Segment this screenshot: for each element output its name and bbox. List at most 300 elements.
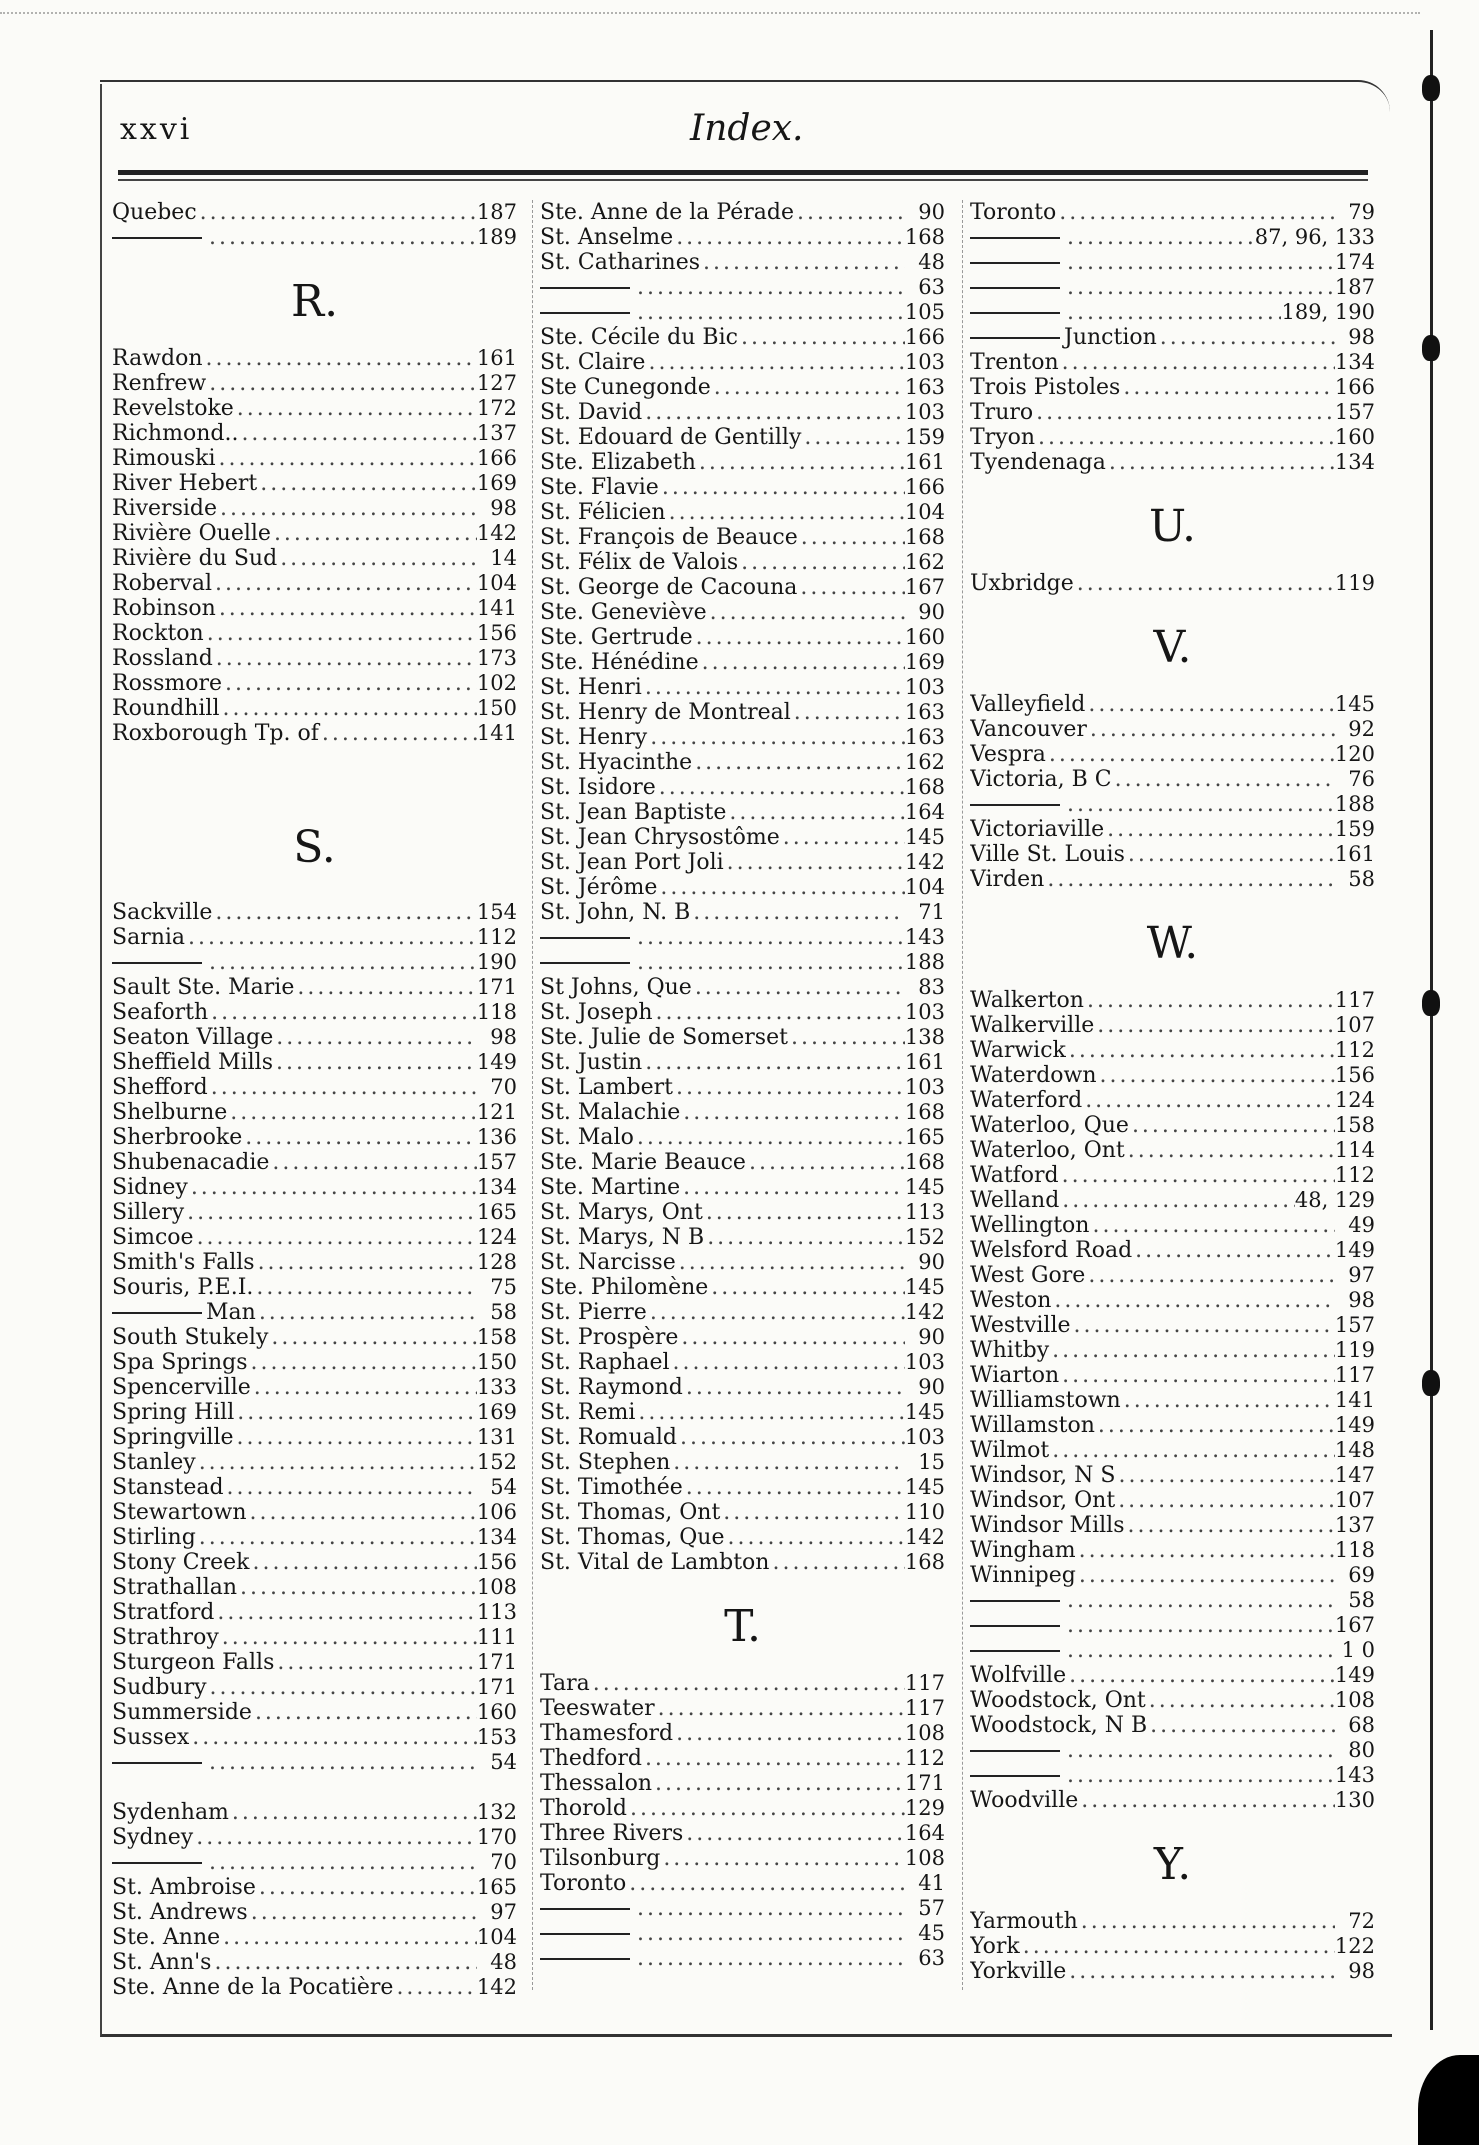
index-entry (540, 1746, 945, 1771)
page-ref: 168 (904, 1150, 945, 1174)
page-ref: 63 (918, 275, 945, 299)
entry-text: Woodstock, Ont (970, 1688, 1146, 1713)
leader-dots (196, 1525, 477, 1550)
entry-name (540, 550, 738, 575)
entry-name (112, 1350, 248, 1375)
ditto-dash (970, 262, 1060, 264)
entry-text: Strathroy (112, 1625, 219, 1650)
entry-name (970, 1388, 1121, 1413)
index-entry (112, 1200, 517, 1225)
index-entry (970, 1738, 1375, 1763)
entry-text: Stratford (112, 1600, 215, 1625)
leader-dots (257, 471, 477, 496)
leader-dots (652, 1771, 905, 1796)
page-ref: 163 (904, 725, 945, 749)
page-ref: 134 (476, 1175, 517, 1199)
entry-name (112, 1600, 214, 1625)
leader-dots (193, 1825, 477, 1850)
page-ref: 103 (904, 675, 945, 699)
entry-text: Riverside (112, 496, 217, 521)
index-entry (970, 1438, 1375, 1463)
entry-name (540, 800, 726, 825)
page-ref: 166 (904, 325, 945, 349)
index-entry (540, 1400, 945, 1425)
leader-dots (680, 1100, 905, 1125)
entry-text: Tilsonburg (540, 1846, 661, 1871)
leader-dots (189, 1725, 477, 1750)
leader-dots (268, 1325, 477, 1350)
entry-text: Sackville (112, 900, 213, 925)
entry-name (970, 1613, 1064, 1638)
index-entry (540, 1921, 945, 1946)
entry-name (112, 1725, 189, 1750)
index-entry (112, 396, 517, 421)
index-entry (112, 346, 517, 371)
entry-text: Junction (1064, 325, 1157, 350)
entry-text: Wellington (970, 1213, 1090, 1238)
page-ref: 98 (1348, 325, 1375, 349)
page-ref: 45 (918, 1921, 945, 1945)
entry-text: Rivière Ouelle (112, 521, 271, 546)
entry-name (970, 1238, 1132, 1263)
page-ref: 163 (904, 375, 945, 399)
entry-name (112, 1225, 194, 1250)
index-entry (970, 1213, 1375, 1238)
page-ref: 71 (918, 900, 945, 924)
index-entry (540, 750, 945, 775)
page-ref: 161 (476, 346, 517, 370)
leader-dots (1095, 1413, 1335, 1438)
ditto-dash (970, 1750, 1060, 1752)
leader-dots (1064, 1638, 1335, 1663)
leader-dots (635, 1400, 905, 1425)
leader-dots (1035, 425, 1335, 450)
entry-name (540, 225, 673, 250)
page-ref: 87, 96, 133 (1254, 225, 1375, 249)
entry-name (970, 988, 1084, 1013)
entry-name (540, 275, 634, 300)
leader-dots (660, 1846, 905, 1871)
index-entry (112, 471, 517, 496)
index-entry (970, 1113, 1375, 1138)
page-ref: 98 (490, 496, 517, 520)
leader-dots (208, 1075, 477, 1100)
page-ref: 145 (904, 1275, 945, 1299)
leader-dots (1066, 1959, 1335, 1984)
leader-dots (206, 1750, 477, 1775)
entry-name (540, 1175, 680, 1200)
page-ref: 147 (1334, 1463, 1375, 1487)
page-ref: 76 (1348, 767, 1375, 791)
page-ref: 120 (1334, 742, 1375, 766)
entry-name (970, 325, 1157, 350)
entry-name (540, 250, 700, 275)
entry-name (970, 400, 1033, 425)
page-ref: 48 (918, 250, 945, 274)
leader-dots (1106, 450, 1335, 475)
leader-dots (253, 1275, 477, 1300)
entry-text: Woodstock, N B (970, 1713, 1148, 1738)
index-entry (112, 646, 517, 671)
index-entry (112, 546, 517, 571)
entry-name (540, 1696, 655, 1721)
index-entry (540, 1671, 945, 1696)
entry-name (540, 700, 791, 725)
page-ref: 152 (476, 1450, 517, 1474)
index-entry (540, 1025, 945, 1050)
column-divider (532, 200, 533, 1990)
entry-name (540, 1771, 652, 1796)
index-entry (540, 1000, 945, 1025)
page-ref: 167 (1334, 1613, 1375, 1637)
index-entry (970, 1513, 1375, 1538)
entry-text: Vancouver (970, 717, 1087, 742)
leader-dots (1059, 1188, 1295, 1213)
index-entry (112, 496, 517, 521)
page-ref: 41 (918, 1871, 945, 1895)
entry-name (540, 1075, 673, 1100)
index-entry (540, 1375, 945, 1400)
index-column-1 (112, 200, 517, 2000)
section-letter: S. (293, 822, 336, 873)
column-divider (962, 200, 963, 1990)
page-ref: 190 (476, 950, 517, 974)
index-entry (540, 1475, 945, 1500)
leader-dots (273, 1025, 477, 1050)
entry-text: St. Claire (540, 350, 646, 375)
leader-dots (1059, 1363, 1335, 1388)
entry-text: St. Romuald (540, 1425, 677, 1450)
entry-name (540, 850, 724, 875)
leader-dots (634, 1896, 905, 1921)
index-entry (112, 1825, 517, 1850)
entry-name (540, 1946, 634, 1971)
page-ref: 137 (1334, 1513, 1375, 1537)
page-ref: 129 (904, 1796, 945, 1820)
entry-text: Rawdon (112, 346, 203, 371)
entry-name (112, 521, 271, 546)
leader-dots (627, 1796, 905, 1821)
page-ref: 157 (1334, 400, 1375, 424)
page-ref: 108 (476, 1575, 517, 1599)
index-entry (112, 1975, 517, 2000)
page-ref: 149 (1334, 1663, 1375, 1687)
binding-margin-line (1430, 30, 1433, 2030)
entry-text: Sarnia (112, 925, 186, 950)
entry-text: Woodville (970, 1788, 1079, 1813)
leader-dots (206, 1850, 477, 1875)
leader-dots (738, 325, 905, 350)
entry-text: St. George de Cacouna (540, 575, 798, 600)
entry-name (970, 1313, 1071, 1338)
page-ref: 134 (1334, 450, 1375, 474)
entry-name (540, 1125, 634, 1150)
entry-name (112, 1325, 268, 1350)
entry-name (540, 300, 634, 325)
entry-name (540, 1200, 703, 1225)
entry-text: Westville (970, 1313, 1071, 1338)
entry-text: St. Raymond (540, 1375, 683, 1400)
leader-dots (724, 1525, 904, 1550)
leader-dots (683, 1821, 905, 1846)
page-ref: 102 (476, 671, 517, 695)
index-entry (970, 1063, 1375, 1088)
entry-text: St. Lambert (540, 1075, 673, 1100)
index-entry (970, 1388, 1375, 1413)
entry-name (112, 496, 217, 521)
page-ref: 134 (1334, 350, 1375, 374)
index-entry (112, 446, 517, 471)
entry-name (112, 1950, 211, 1975)
entry-name (970, 742, 1046, 767)
leader-dots (1066, 1663, 1335, 1688)
index-entry (540, 1075, 945, 1100)
entry-text: St. Edouard de Gentilly (540, 425, 802, 450)
entry-name (540, 775, 656, 800)
index-entry (112, 1000, 517, 1025)
index-entry (970, 571, 1375, 596)
page-ref: 160 (904, 625, 945, 649)
page-ref: 1 0 (1341, 1638, 1375, 1662)
leader-dots (249, 1550, 476, 1575)
index-entry (540, 1871, 945, 1896)
leader-dots (645, 350, 904, 375)
entry-name (112, 1875, 256, 1900)
leader-dots (1078, 1909, 1335, 1934)
leader-dots (252, 1700, 477, 1725)
index-entry (112, 1325, 517, 1350)
entry-name (540, 1250, 676, 1275)
page-ref: 119 (1334, 571, 1375, 595)
page-ref: 69 (1348, 1563, 1375, 1587)
entry-text: Ste. Cécile du Bic (540, 325, 738, 350)
page-ref: 90 (918, 200, 945, 224)
entry-text: Williamstown (970, 1388, 1121, 1413)
entry-name (112, 1475, 224, 1500)
index-entry (970, 1788, 1375, 1813)
index-entry (112, 1025, 517, 1050)
entry-text: St. Malachie (540, 1100, 681, 1125)
index-entry (112, 1875, 517, 1900)
index-entry (540, 775, 945, 800)
leader-dots (711, 375, 905, 400)
leader-dots (1064, 1613, 1335, 1638)
entry-name (970, 1338, 1049, 1363)
page-ref: 97 (490, 1900, 517, 1924)
page-ref: 156 (476, 621, 517, 645)
entry-text: Quebec (112, 200, 197, 225)
entry-text: Tryon (970, 425, 1036, 450)
entry-text: Ste. Flavie (540, 475, 659, 500)
index-entry (970, 1638, 1375, 1663)
page-ref: 104 (904, 500, 945, 524)
ditto-dash (970, 804, 1060, 806)
entry-text: Winnipeg (970, 1563, 1076, 1588)
entry-text: Springville (112, 1425, 234, 1450)
ditto-dash (970, 237, 1060, 239)
page-ref: 118 (476, 1000, 517, 1024)
index-entry (540, 725, 945, 750)
entry-text: Thedford (540, 1746, 642, 1771)
ditto-dash (540, 1958, 630, 1960)
page-ref: 168 (904, 1100, 945, 1124)
leader-dots (634, 300, 905, 325)
index-entry (970, 1488, 1375, 1513)
leader-dots (726, 800, 904, 825)
leader-dots (692, 975, 905, 1000)
index-entry (112, 1150, 517, 1175)
leader-dots (677, 1425, 905, 1450)
index-entry (970, 250, 1375, 275)
entry-name (540, 1846, 660, 1871)
entry-text: Vespra (970, 742, 1046, 767)
page-ref: 145 (1334, 692, 1375, 716)
entry-name (112, 1275, 253, 1300)
page-ref: 124 (476, 1225, 517, 1249)
index-entry (970, 225, 1375, 250)
entry-text: Spa Springs (112, 1350, 248, 1375)
page-ref: 97 (1348, 1263, 1375, 1287)
leader-dots (798, 525, 905, 550)
leader-dots (634, 275, 905, 300)
index-entry (540, 875, 945, 900)
page-ref: 168 (904, 1550, 945, 1574)
entry-name (970, 450, 1106, 475)
index-entry (540, 300, 945, 325)
entry-name (112, 1075, 208, 1100)
page-ref: 117 (1334, 1363, 1375, 1387)
index-entry (540, 1275, 945, 1300)
page-ref: 168 (904, 525, 945, 549)
index-entry (112, 1600, 517, 1625)
leader-dots (1124, 1513, 1334, 1538)
index-entry (540, 450, 945, 475)
entry-name (970, 1763, 1064, 1788)
page-ref: 150 (476, 1350, 517, 1374)
entry-text: Ste. Marie Beauce (540, 1150, 746, 1175)
index-entry (970, 1909, 1375, 1934)
index-entry (540, 825, 945, 850)
leader-dots (227, 1100, 477, 1125)
leader-dots (642, 675, 905, 700)
entry-name (540, 450, 696, 475)
entry-text: Windsor, N S (970, 1463, 1116, 1488)
leader-dots (634, 1921, 905, 1946)
entry-name (112, 1625, 219, 1650)
leader-dots (659, 475, 905, 500)
leader-dots (219, 1625, 477, 1650)
entry-name (112, 1000, 208, 1025)
leader-dots (738, 550, 905, 575)
entry-text: West Gore (970, 1263, 1086, 1288)
page-ref: 118 (1334, 1538, 1375, 1562)
page-ref: 130 (1334, 1788, 1375, 1812)
leader-dots (251, 1375, 477, 1400)
leader-dots (1132, 1238, 1335, 1263)
entry-text: St. David (540, 400, 643, 425)
page-ref: 142 (476, 1975, 517, 1999)
index-entry (970, 1763, 1375, 1788)
page-ref: 104 (476, 571, 517, 595)
leader-dots (642, 1746, 905, 1771)
index-entry (540, 1821, 945, 1846)
entry-text: Sudbury (112, 1675, 207, 1700)
index-entry (970, 1463, 1375, 1488)
page-ref: 72 (1348, 1909, 1375, 1933)
leader-dots (696, 450, 905, 475)
entry-name (970, 1563, 1076, 1588)
entry-text: Ste. Gertrude (540, 625, 693, 650)
entry-text: St. Justin (540, 1050, 643, 1075)
page-ref: 98 (1348, 1959, 1375, 1983)
page-ref: 159 (904, 425, 945, 449)
section-letter: T. (724, 1601, 761, 1652)
entry-name (970, 792, 1064, 817)
entry-text: Spring Hill (112, 1400, 235, 1425)
page-ref: 163 (904, 700, 945, 724)
entry-name (540, 1225, 704, 1250)
entry-text: Robinson (112, 596, 216, 621)
leader-dots (319, 721, 477, 746)
entry-text: St. Vital de Lambton (540, 1550, 770, 1575)
entry-text: Thorold (540, 1796, 627, 1821)
leader-dots (255, 1250, 477, 1275)
index-entry (112, 1575, 517, 1600)
page-ref: 142 (476, 521, 517, 545)
entry-name (540, 1896, 634, 1921)
index-entry (112, 1500, 517, 1525)
leader-dots (653, 1000, 905, 1025)
entry-name (540, 1375, 683, 1400)
index-entry (970, 867, 1375, 892)
leader-dots (217, 496, 477, 521)
page-ref: 132 (476, 1800, 517, 1824)
index-entry (540, 1500, 945, 1525)
entry-name (970, 767, 1112, 792)
leader-dots (248, 1350, 477, 1375)
entry-name (970, 1163, 1059, 1188)
leader-dots (673, 1721, 905, 1746)
entry-name (112, 446, 216, 471)
leader-dots (683, 1475, 905, 1500)
leader-dots (699, 650, 905, 675)
entry-text: St. Ambroise (112, 1875, 256, 1900)
page-ref: 48 (490, 1950, 517, 1974)
index-entry (970, 817, 1375, 842)
page-ref: 161 (1334, 842, 1375, 866)
leader-dots (1064, 300, 1281, 325)
index-entry (112, 1125, 517, 1150)
leader-dots (1059, 350, 1335, 375)
page-ref: 117 (904, 1696, 945, 1720)
entry-text: Wiarton (970, 1363, 1060, 1388)
leader-dots (794, 200, 905, 225)
index-entry (970, 742, 1375, 767)
leader-dots (1147, 1713, 1335, 1738)
index-entry (540, 500, 945, 525)
entry-text: Sussex (112, 1725, 190, 1750)
entry-text: Roundhill (112, 696, 220, 721)
entry-name (970, 1038, 1066, 1063)
entry-text: St. Henry (540, 725, 648, 750)
index-entry (540, 1696, 945, 1721)
page-ref: 153 (476, 1725, 517, 1749)
entry-name (540, 1921, 634, 1946)
ditto-dash (540, 1933, 630, 1935)
entry-text: St. Marys, Ont (540, 1200, 703, 1225)
entry-name (112, 646, 213, 671)
page-ref: 114 (1334, 1138, 1375, 1162)
